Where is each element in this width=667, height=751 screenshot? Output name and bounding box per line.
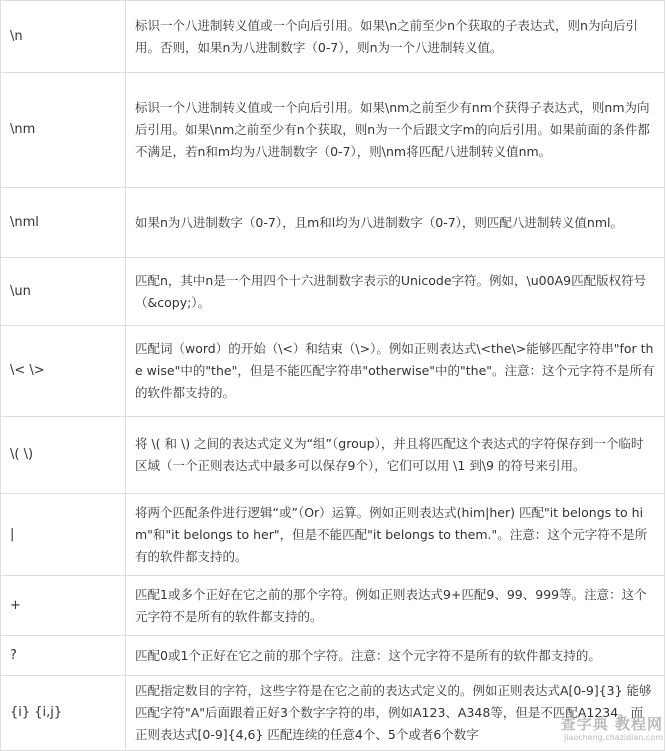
symbol-cell: + bbox=[1, 576, 126, 636]
table-row bbox=[1, 636, 665, 676]
table-row bbox=[1, 188, 665, 258]
description-cell: 将 \( 和 \) 之间的表达式定义为“组”（group），并且将匹配这个表达式的字符保存到一个临时区域（一个正则表达式中最多可以保存9个），它们可以用 \1 到\9 的符号来引用。 bbox=[126, 417, 665, 494]
table-row bbox=[1, 576, 665, 636]
symbol-cell: {i} {i,j} bbox=[1, 676, 126, 751]
table-row bbox=[1, 326, 665, 417]
table-row bbox=[1, 676, 665, 751]
table-row bbox=[1, 73, 665, 188]
watermark-title: 查字典 教程网 bbox=[560, 715, 663, 733]
symbol-cell: | bbox=[1, 494, 126, 576]
table-row bbox=[1, 1, 665, 73]
watermark-url: jiaocheng.chazidian.com bbox=[563, 733, 663, 742]
symbol-cell: \un bbox=[1, 258, 126, 326]
description-cell: 匹配1或多个正好在它之前的那个字符。例如正则表达式9+匹配9、99、999等。注意：这个元字符不是所有的软件都支持的。 bbox=[126, 576, 665, 636]
symbol-cell: \n bbox=[1, 1, 126, 73]
description-cell: 匹配0或1个正好在它之前的那个字符。注意：这个元字符不是所有的软件都支持的。 bbox=[126, 636, 665, 676]
description-cell: 如果n为八进制数字（0-7），且m和l均为八进制数字（0-7），则匹配八进制转义值nml。 bbox=[126, 188, 665, 258]
symbol-cell: ? bbox=[1, 636, 126, 676]
symbol-cell: \nm bbox=[1, 73, 126, 188]
description-cell: 标识一个八进制转义值或一个向后引用。如果\nm之前至少有nm个获得子表达式，则nm为向后引用。如果\nm之前至少有n个获取，则n为一个后跟文字m的向后引用。如果前面的条件都不满足，若n和m均为八进制数字（0-7），则\nm将匹配八进制转义值nm。 bbox=[126, 73, 665, 188]
description-cell: 标识一个八进制转义值或一个向后引用。如果\n之前至少n个获取的子表达式，则n为向后引用。否则，如果n为八进制数字（0-7），则n为一个八进制转义值。 bbox=[126, 1, 665, 73]
table-row bbox=[1, 494, 665, 576]
description-cell: 匹配指定数目的字符，这些字符是在它之前的表达式定义的。例如正则表达式A[0-9]{3} 能够匹配字符"A"后面跟着正好3个数字字符的串，例如A123、A348等，但是不匹配A1234。而正则表达式[0-9]{4,6} 匹配连续的任意4个、5个或者6个数字 bbox=[126, 676, 665, 751]
table-row bbox=[1, 258, 665, 326]
table-row bbox=[1, 417, 665, 494]
symbol-cell: \< \> bbox=[1, 326, 126, 417]
symbol-cell: \( \) bbox=[1, 417, 126, 494]
description-cell: 将两个匹配条件进行逻辑“或”（Or）运算。例如正则表达式(him|her) 匹配"it belongs to him"和"it belongs to her"，但是不能匹配"it belongs to them."。注意：这个元字符不是所有的软件都支持的。 bbox=[126, 494, 665, 576]
description-cell: 匹配词（word）的开始（\<）和结束（\>）。例如正则表达式\<the\>能够匹配字符串"for the wise"中的"the"，但是不能匹配字符串"otherwise"中的"the"。注意：这个元字符不是所有的软件都支持的。 bbox=[126, 326, 665, 417]
description-cell: 匹配n，其中n是一个用四个十六进制数字表示的Unicode字符。例如，\u00A9匹配版权符号（&copy;）。 bbox=[126, 258, 665, 326]
symbol-cell: \nml bbox=[1, 188, 126, 258]
